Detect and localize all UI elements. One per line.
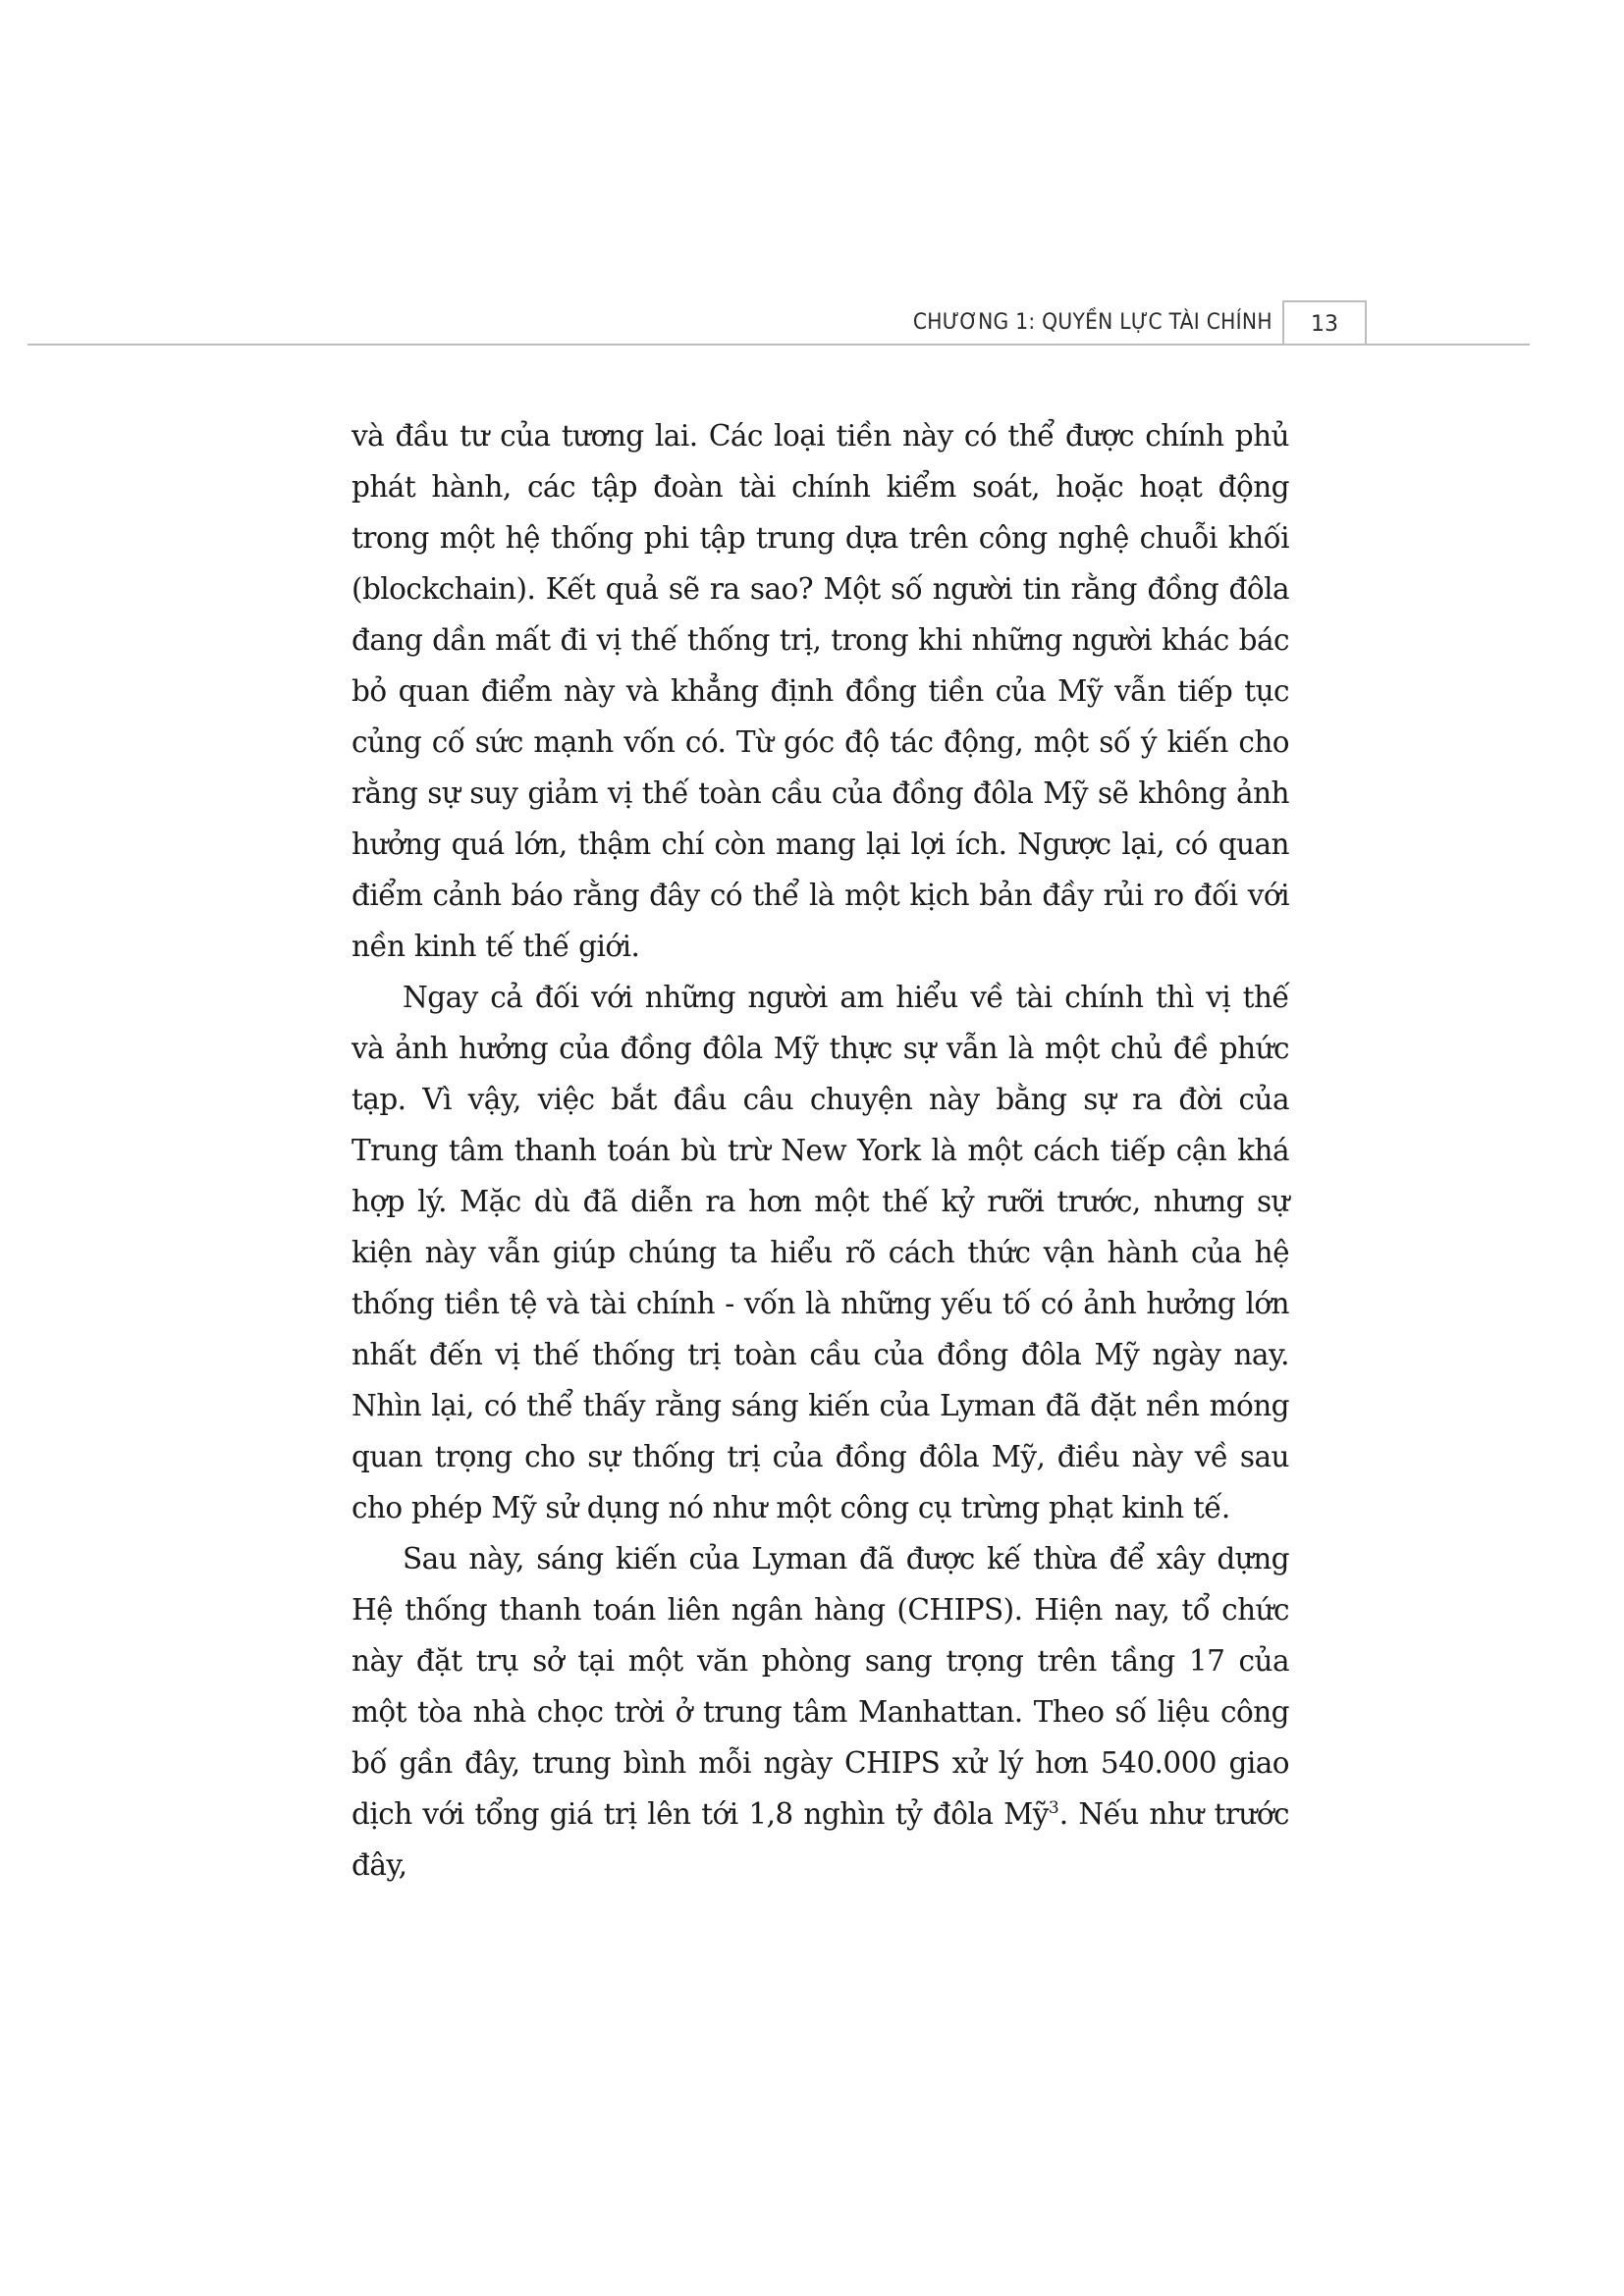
footnote-ref[interactable]: 3 xyxy=(1048,1798,1059,1819)
paragraph-3 xyxy=(352,1533,1289,1891)
paragraph-2: Ngay cả đối với những người am hiểu về tài chính thì vị thế và ảnh hưởng của đồng đôla Mỹ thực sự vẫn là một chủ đề phức tạp. Vì vậy, việc bắt đầu câu chuyện này bằng sự ra đời của Trung tâm thanh toán bù trừ New York là một cách tiếp cận khá hợp lý. Mặc dù đã diễn ra hơn một thế kỷ rưỡi trước, nhưng sự kiện này vẫn giúp chúng ta hiểu rõ cách thức vận hành của hệ thống tiền tệ và tài chính - vốn là những yếu tố có ảnh hưởng lớn nhất đến vị thế thống trị toàn cầu của đồng đôla Mỹ ngày nay. Nhìn lại, có thể thấy rằng sáng kiến của Lyman đã đặt nền móng quan trọng cho sự thống trị của đồng đôla Mỹ, điều này về sau cho phép Mỹ sử dụng nó như một công cụ trừng phạt kinh tế. xyxy=(352,981,1289,1524)
paragraph-3-text-after: . Nếu như trước đây, xyxy=(352,1797,1289,1882)
paragraph-3-text: Sau này, sáng kiến của Lyman đã được kế thừa để xây dựng Hệ thống thanh toán liên ngân hàng (CHIPS). Hiện nay, tổ chức này đặt trụ sở tại một văn phòng sang trọng trên tầng 17 của một tòa nhà chọc trời ở trung tâm Manhattan. Theo số liệu công bố gần đây, trung bình mỗi ngày CHIPS xử lý hơn 540.000 giao dịch với tổng giá trị lên tới 1,8 nghìn tỷ đôla Mỹ xyxy=(352,1542,1289,1831)
running-header xyxy=(27,300,1530,347)
header-rule xyxy=(27,344,1530,346)
chapter-title: CHƯƠNG 1: QUYỀN LỰC TÀI CHÍNH xyxy=(912,310,1272,335)
paragraph-1: và đầu tư của tương lai. Các loại tiền này có thể được chính phủ phát hành, các tập đoàn tài chính kiểm soát, hoặc hoạt động trong một hệ thống phi tập trung dựa trên công nghệ chuỗi khối (blockchain). Kết quả sẽ ra sao? Một số người tin rằng đồng đôla đang dần mất đi vị thế thống trị, trong khi những người khác bác bỏ quan điểm này và khẳng định đồng tiền của Mỹ vẫn tiếp tục củng cố sức mạnh vốn có. Từ góc độ tác động, một số ý kiến cho rằng sự suy giảm vị thế toàn cầu của đồng đôla Mỹ sẽ không ảnh hưởng quá lớn, thậm chí còn mang lại lợi ích. Ngược lại, có quan điểm cảnh báo rằng đây có thể là một kịch bản đầy rủi ro đối với nền kinh tế thế giới. xyxy=(352,419,1289,963)
page-number-box xyxy=(1282,300,1367,344)
body-text xyxy=(352,410,1289,1891)
page-number: 13 xyxy=(1311,312,1338,337)
